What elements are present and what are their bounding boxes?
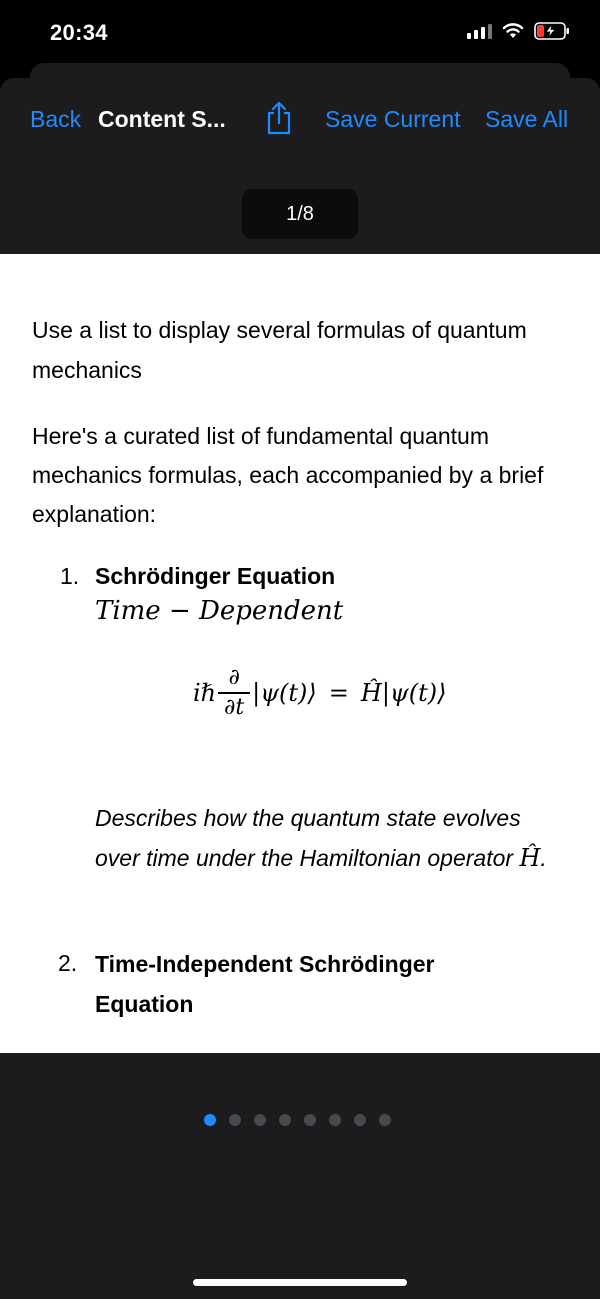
description-period: .	[540, 845, 547, 871]
share-icon	[264, 100, 294, 136]
page-indicator[interactable]	[204, 1114, 391, 1126]
status-icons	[467, 22, 570, 40]
list-item-title: Schrödinger Equation	[95, 563, 336, 589]
content-card	[0, 254, 600, 1053]
page-dot[interactable]	[304, 1114, 316, 1126]
list-item-number: 1.	[60, 563, 80, 589]
status-time: 20:34	[50, 20, 108, 45]
list-item-title: Time-Independent Schrödinger	[95, 951, 435, 977]
wifi-icon	[502, 23, 524, 39]
equation-equals: =	[328, 678, 349, 707]
hamiltonian-symbol: Ĥ	[519, 844, 541, 872]
intro-paragraph: Here's a curated list of fundamental quantum mechanics formulas, each accompanied by a brief explanation:	[32, 423, 544, 527]
battery-charging-icon	[534, 22, 570, 40]
back-button[interactable]: Back	[30, 106, 82, 132]
equation-rhs: Ĥ|ψ(t)⟩	[360, 678, 447, 707]
equation-label: Time − Dependent	[95, 596, 344, 626]
save-current-button[interactable]: Save Current	[325, 106, 461, 132]
page-dot[interactable]	[329, 1114, 341, 1126]
page-dot[interactable]	[254, 1114, 266, 1126]
partial-derivative-fraction	[218, 664, 250, 722]
list-item-title-continued: Equation	[95, 991, 194, 1017]
page-dot[interactable]	[279, 1114, 291, 1126]
cellular-signal-icon	[467, 23, 492, 39]
toolbar	[0, 100, 600, 140]
description-text: Describes how the quantum state evolves over time under the Hamiltonian operator	[95, 805, 521, 871]
page-dot[interactable]	[229, 1114, 241, 1126]
schrodinger-equation	[193, 664, 446, 722]
share-button[interactable]	[264, 100, 294, 141]
equation-ket: |ψ(t)⟩	[252, 678, 317, 707]
equation-description	[95, 798, 565, 878]
fraction-numerator: ∂	[228, 665, 240, 690]
status-bar	[0, 0, 600, 64]
page-dot[interactable]	[379, 1114, 391, 1126]
page-counter: 1/8	[242, 189, 358, 239]
save-all-button[interactable]: Save All	[485, 106, 569, 132]
fraction-denominator: ∂t	[224, 694, 245, 720]
list-item-number: 2.	[58, 950, 78, 976]
sheet-title: Content S...	[98, 106, 226, 132]
page-dot[interactable]	[204, 1114, 216, 1126]
page-dot[interactable]	[354, 1114, 366, 1126]
home-indicator[interactable]	[193, 1279, 407, 1286]
equation-prefix: iℏ	[193, 678, 217, 707]
user-prompt: Use a list to display several formulas of quantum mechanics	[32, 317, 527, 383]
